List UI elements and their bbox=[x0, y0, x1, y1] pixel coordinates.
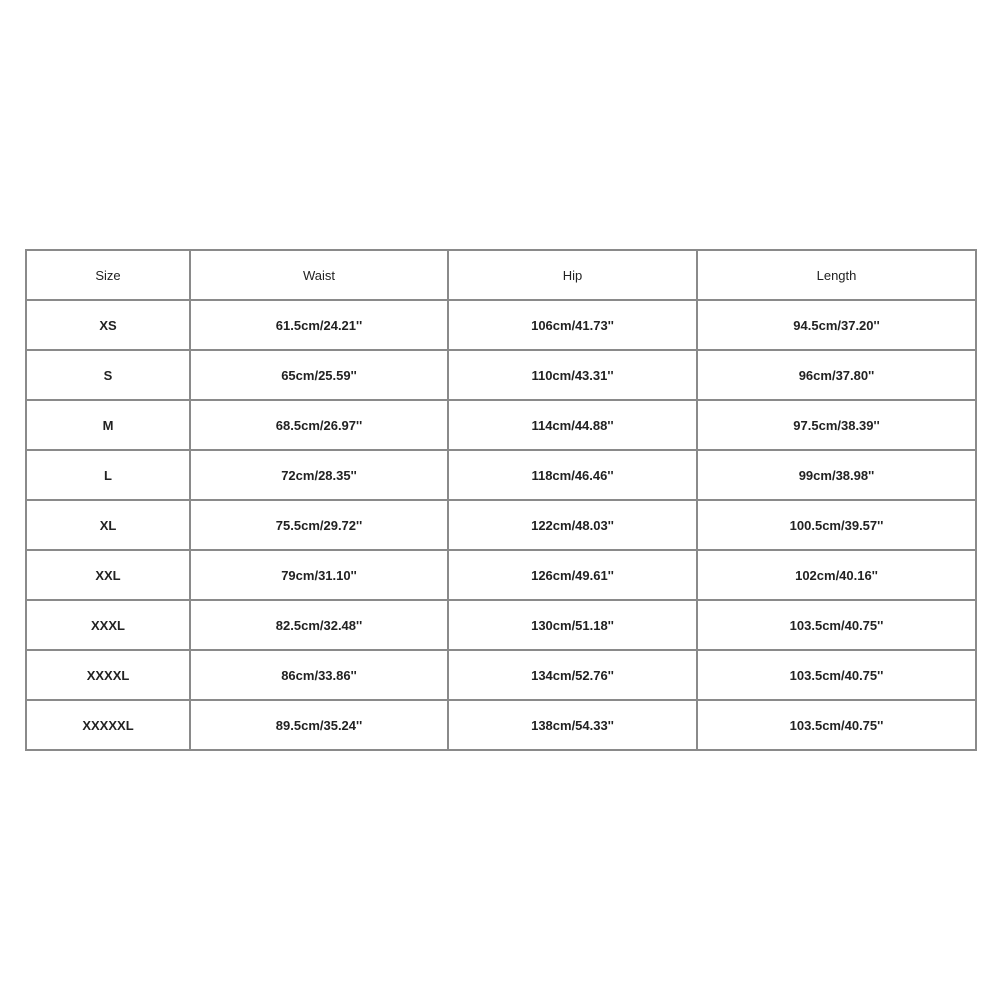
size-cell: XXL bbox=[27, 551, 191, 601]
table-row bbox=[27, 451, 977, 501]
table-row bbox=[27, 601, 977, 651]
waist-cell: 68.5cm/26.97'' bbox=[191, 401, 449, 451]
hip-cell: 138cm/54.33'' bbox=[449, 701, 698, 751]
waist-cell: 86cm/33.86'' bbox=[191, 651, 449, 701]
size-cell: XL bbox=[27, 501, 191, 551]
length-cell: 96cm/37.80'' bbox=[698, 351, 977, 401]
size-cell: XS bbox=[27, 301, 191, 351]
table-row bbox=[27, 651, 977, 701]
size-cell: M bbox=[27, 401, 191, 451]
length-cell: 103.5cm/40.75'' bbox=[698, 701, 977, 751]
header-hip: Hip bbox=[449, 251, 698, 301]
waist-cell: 65cm/25.59'' bbox=[191, 351, 449, 401]
size-chart-table bbox=[25, 249, 977, 751]
hip-cell: 122cm/48.03'' bbox=[449, 501, 698, 551]
length-cell: 94.5cm/37.20'' bbox=[698, 301, 977, 351]
hip-cell: 130cm/51.18'' bbox=[449, 601, 698, 651]
size-cell: XXXXXL bbox=[27, 701, 191, 751]
length-cell: 103.5cm/40.75'' bbox=[698, 651, 977, 701]
waist-cell: 89.5cm/35.24'' bbox=[191, 701, 449, 751]
hip-cell: 118cm/46.46'' bbox=[449, 451, 698, 501]
table-row bbox=[27, 551, 977, 601]
length-cell: 97.5cm/38.39'' bbox=[698, 401, 977, 451]
waist-cell: 61.5cm/24.21'' bbox=[191, 301, 449, 351]
hip-cell: 106cm/41.73'' bbox=[449, 301, 698, 351]
hip-cell: 110cm/43.31'' bbox=[449, 351, 698, 401]
size-cell: S bbox=[27, 351, 191, 401]
header-waist: Waist bbox=[191, 251, 449, 301]
hip-cell: 126cm/49.61'' bbox=[449, 551, 698, 601]
table-row bbox=[27, 501, 977, 551]
table-row bbox=[27, 301, 977, 351]
header-length: Length bbox=[698, 251, 977, 301]
length-cell: 99cm/38.98'' bbox=[698, 451, 977, 501]
size-cell: L bbox=[27, 451, 191, 501]
table-row bbox=[27, 351, 977, 401]
table-row bbox=[27, 401, 977, 451]
length-cell: 102cm/40.16'' bbox=[698, 551, 977, 601]
hip-cell: 134cm/52.76'' bbox=[449, 651, 698, 701]
header-row bbox=[27, 251, 977, 301]
waist-cell: 79cm/31.10'' bbox=[191, 551, 449, 601]
size-cell: XXXXL bbox=[27, 651, 191, 701]
header-size: Size bbox=[27, 251, 191, 301]
waist-cell: 72cm/28.35'' bbox=[191, 451, 449, 501]
size-cell: XXXL bbox=[27, 601, 191, 651]
hip-cell: 114cm/44.88'' bbox=[449, 401, 698, 451]
table-row bbox=[27, 701, 977, 751]
length-cell: 100.5cm/39.57'' bbox=[698, 501, 977, 551]
waist-cell: 82.5cm/32.48'' bbox=[191, 601, 449, 651]
waist-cell: 75.5cm/29.72'' bbox=[191, 501, 449, 551]
length-cell: 103.5cm/40.75'' bbox=[698, 601, 977, 651]
